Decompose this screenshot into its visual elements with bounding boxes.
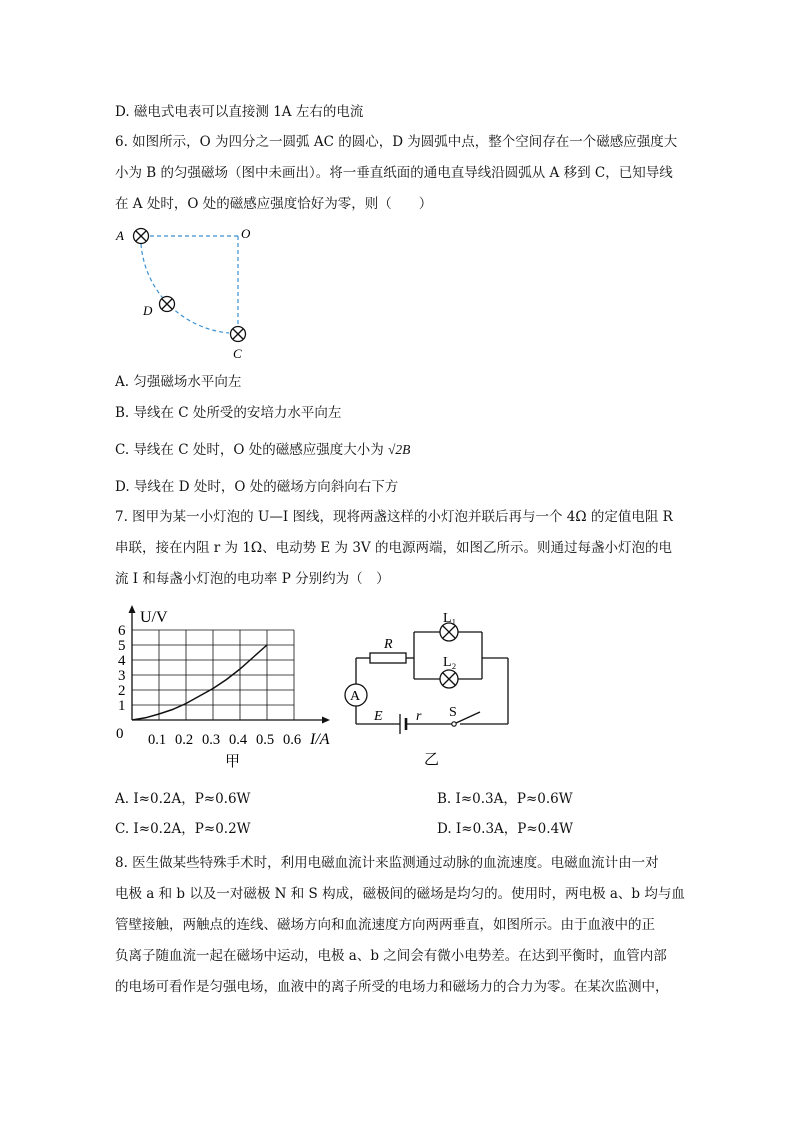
q7-option-d[interactable]: D. I≈0.3A，P≈0.4W: [437, 821, 574, 837]
q6-stem-line2: 小为 B 的匀强磁场（图中未画出）。将一垂直纸面的通电直导线沿圆弧从 A 移到 C，已知导线: [115, 165, 673, 181]
battery-icon: [400, 714, 406, 734]
x-axis-label: I/A: [310, 731, 330, 748]
x-tick-label: 0.3: [202, 732, 221, 748]
origin-label: 0: [116, 726, 124, 742]
label-r: R: [384, 637, 393, 652]
wire-at-d-icon: [160, 297, 175, 312]
q8-stem-line3: 管壁接触，两触点的连线、磁场方向和血流速度方向两两垂直，如图所示。由于血液中的正: [115, 917, 655, 933]
y-axis-label: U/V: [140, 609, 168, 626]
q8-stem-line5: 的电场可看作是匀强电场，血液中的离子所受的电场力和磁场力的合力为零。在某次监测中，: [115, 979, 669, 995]
svg-text:A: A: [350, 689, 361, 704]
q7-circuit: [340, 604, 520, 772]
resistor-icon: [370, 653, 406, 663]
y-tick-label: 4: [118, 653, 126, 669]
q6-option-c-text: C. 导线在 C 处时，O 处的磁感应强度大小为: [115, 442, 384, 458]
q6-option-c-value: √2B: [388, 442, 411, 457]
circuit-caption: 乙: [424, 752, 440, 768]
y-tick-label: 2: [118, 683, 126, 699]
q6-option-b[interactable]: B. 导线在 C 处所受的安培力水平向左: [115, 405, 342, 421]
x-tick-label: 0.2: [175, 732, 194, 748]
q8-stem-line4: 负离子随血流一起在磁场中运动，电极 a、b 之间会有微小电势差。在达到平衡时，血管内部: [115, 948, 667, 964]
q7-option-b[interactable]: B. I≈0.3A，P≈0.6W: [437, 791, 573, 807]
q7-stem-line1: 7. 图甲为某一小灯泡的 U—I 图线，现将两盏这样的小灯泡并联后再与一个 4Ω 的定值电阻 R: [115, 509, 673, 525]
x-tick-label: 0.4: [229, 732, 248, 748]
q6-option-a[interactable]: A. 匀强磁场水平向左: [115, 374, 242, 390]
q7-stem-line2: 串联，接在内阻 r 为 1Ω、电动势 E 为 3V 的电源两端，如图乙所示。则通过每盏小灯泡的电: [115, 540, 672, 556]
label-a: A: [116, 228, 124, 243]
label-l1: L₁: [443, 611, 457, 626]
q6-option-c[interactable]: [115, 440, 410, 460]
wire-at-c-icon: [231, 327, 246, 342]
q6-stem-line1: 6. 如图所示，O 为四分之一圆弧 AC 的圆心，D 为圆弧中点，整个空间存在一个磁感应强度大: [115, 134, 678, 150]
lamp-l2-icon: [440, 670, 458, 688]
label-l2: L₂: [443, 655, 457, 670]
label-o: O: [241, 226, 251, 241]
graph-caption: 甲: [225, 754, 241, 770]
q7-ui-graph: [110, 600, 350, 772]
q7-option-c[interactable]: C. I≈0.2A，P≈0.2W: [115, 821, 251, 837]
y-tick-label: 5: [118, 638, 126, 654]
label-d: D: [143, 303, 153, 318]
q8-stem-line1: 8. 医生做某些特殊手术时，利用电磁血流计来监测通过动脉的血流速度。电磁血流计由一对: [115, 855, 659, 871]
label-c: C: [233, 346, 242, 361]
q7-stem-line3: 流 I 和每盏小灯泡的电功率 P 分别约为（ ）: [115, 571, 390, 587]
label-e: E: [374, 709, 383, 724]
q8-stem-line2: 电极 a 和 b 以及一对磁极 N 和 S 构成，磁极间的磁场是均匀的。使用时，两电极 a、b 均与血: [115, 886, 685, 902]
ui-curve-line: [132, 645, 267, 720]
q5-option-d[interactable]: D. 磁电式电表可以直接测 1A 左右的电流: [115, 104, 364, 120]
x-tick-label: 0.1: [148, 732, 167, 748]
x-tick-label: 0.5: [256, 732, 275, 748]
wire-at-a-icon: [134, 229, 149, 244]
label-s: S: [449, 705, 457, 720]
y-tick-label: 6: [118, 623, 126, 639]
x-tick-label: 0.6: [283, 732, 302, 748]
q6-option-d[interactable]: D. 导线在 D 处时，O 处的磁场方向斜向右下方: [115, 479, 399, 495]
y-tick-label: 1: [118, 698, 126, 714]
q6-stem-line3: 在 A 处时，O 处的磁感应强度恰好为零，则（ ）: [115, 196, 433, 212]
ammeter-icon: [345, 684, 367, 706]
q6-figure: [110, 222, 270, 364]
q7-option-a[interactable]: A. I≈0.2A，P≈0.6W: [115, 791, 251, 807]
label-internal-r: r: [416, 709, 422, 724]
y-tick-label: 3: [118, 668, 126, 684]
